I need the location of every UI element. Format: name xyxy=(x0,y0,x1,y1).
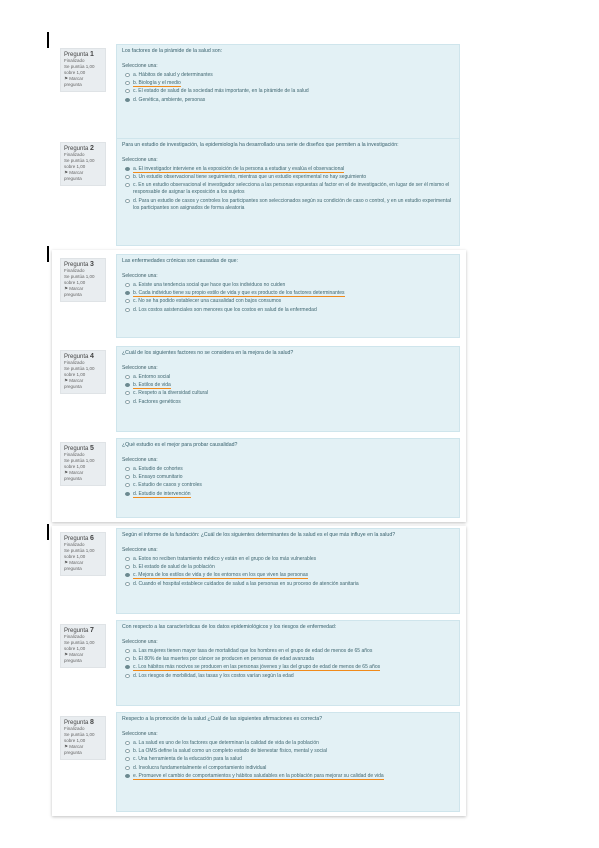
answer-option[interactable] xyxy=(122,198,454,212)
question-content xyxy=(116,346,460,432)
question-prefix: Pregunta xyxy=(64,446,91,452)
radio-button[interactable] xyxy=(125,89,130,93)
answer-option[interactable] xyxy=(122,382,454,389)
question-text: ¿Cuál de los siguientes factores no se considera en la mejora de la salud? xyxy=(122,350,294,356)
flag-label: Marcar pregunta xyxy=(64,170,84,181)
radio-button[interactable] xyxy=(125,400,130,404)
answer-option[interactable] xyxy=(122,491,454,498)
answer-option[interactable] xyxy=(122,581,454,588)
radio-button[interactable] xyxy=(125,573,130,577)
answer-option-label xyxy=(133,564,454,571)
question-status: Finalizado xyxy=(64,634,85,639)
answer-option[interactable] xyxy=(122,399,454,406)
answer-text: c. El estado de salud de la sociedad más importante, en la pirámide de la salud xyxy=(133,88,309,95)
answer-text: a. Existe una tendencia social que hace que los individuos no cuiden xyxy=(133,282,286,288)
answer-option-label xyxy=(133,290,454,297)
radio-button[interactable] xyxy=(125,391,130,395)
question-text: Respecto a la promoción de la salud ¿Cuál de las siguientes afirmaciones es correcta? xyxy=(122,716,323,722)
flag-question-link[interactable] xyxy=(64,170,102,182)
answer-option[interactable] xyxy=(122,673,454,680)
select-one-prompt: Seleccione una: xyxy=(122,63,158,69)
question-info-box xyxy=(60,532,106,576)
answer-option[interactable] xyxy=(122,290,454,297)
answer-option[interactable] xyxy=(122,466,454,473)
answer-option-label xyxy=(133,656,454,663)
radio-button[interactable] xyxy=(125,73,130,77)
answer-option[interactable] xyxy=(122,282,454,289)
answer-text: c. En un estudio observacional el investigador selecciona a las personas expuestas al factor en el de investigación, en lugar de ser él mismo el responsable de asignar la exposición a los sujetos xyxy=(133,182,450,196)
answer-option-label xyxy=(133,748,454,755)
question-score: Se puntúa 1,00 sobre 1,00 xyxy=(64,548,95,559)
radio-button[interactable] xyxy=(125,383,130,387)
flag-icon: ⚑ xyxy=(64,652,70,657)
select-one-prompt: Seleccione una: xyxy=(122,273,158,279)
question-number-value: 6 xyxy=(90,535,94,542)
answer-option[interactable] xyxy=(122,80,454,87)
answer-option[interactable] xyxy=(122,740,454,747)
radio-button[interactable] xyxy=(125,741,130,745)
question-prefix: Pregunta xyxy=(64,262,91,268)
answer-text: d. Factores genéticos xyxy=(133,398,181,405)
question-block xyxy=(60,346,460,432)
screenshot-panel-2 xyxy=(52,250,466,522)
radio-button[interactable] xyxy=(125,308,130,312)
answer-text: c. Estudio de casos y controles xyxy=(133,482,202,489)
answer-option[interactable] xyxy=(122,572,454,579)
answer-text: a. La salud es uno de los factores que determinan la calidad de vida de la población xyxy=(133,740,319,746)
radio-button[interactable] xyxy=(125,98,130,102)
question-score: Se puntúa 1,00 sobre 1,00 xyxy=(64,366,95,377)
question-score: Se puntúa 1,00 sobre 1,00 xyxy=(64,274,95,285)
left-edge-marker xyxy=(47,246,49,262)
radio-button[interactable] xyxy=(125,582,130,586)
question-content xyxy=(116,254,460,338)
radio-button[interactable] xyxy=(125,183,130,187)
radio-button[interactable] xyxy=(125,199,130,203)
answer-option-label xyxy=(133,482,454,489)
radio-button[interactable] xyxy=(125,283,130,287)
question-prefix: Pregunta xyxy=(64,720,91,726)
question-prefix: Pregunta xyxy=(64,146,91,152)
answer-option[interactable] xyxy=(122,648,454,655)
answer-text: e. Promueve el cambio de comportamientos y hábitos saludables en la población para mejorar su calidad de vida xyxy=(133,772,384,779)
question-block xyxy=(60,620,460,706)
question-content xyxy=(116,712,460,812)
answer-option-label xyxy=(133,282,454,289)
answer-option-label xyxy=(133,765,454,772)
screenshot-panel-3 xyxy=(52,526,466,816)
answer-text: d. Para un estudio de casos y controles los participantes son seleccionados según su condición de caso o control, y en un estudio experimental los participantes son asignados de forma aleatoria xyxy=(133,197,451,211)
flag-question-link[interactable] xyxy=(64,286,102,298)
answer-text: d. Cuando el hospital establece cuidados de salud a las personas en su proceso de atención sanitaria xyxy=(133,580,359,587)
flag-label: Marcar pregunta xyxy=(64,470,84,481)
question-content xyxy=(116,438,460,518)
answer-text: a. Las mujeres tienen mayor tasa de mortalidad que los hombres en el grupo de edad de menos de 65 años xyxy=(133,648,373,654)
answer-text: a. Entorno social xyxy=(133,374,171,380)
answer-option-label xyxy=(133,198,454,212)
answer-text: a. Hábitos de salud y determinantes xyxy=(133,72,213,78)
question-status: Finalizado xyxy=(64,152,85,157)
question-prefix: Pregunta xyxy=(64,52,91,58)
left-edge-marker xyxy=(47,32,49,48)
answer-option[interactable] xyxy=(122,556,454,563)
radio-button[interactable] xyxy=(125,657,130,661)
radio-button[interactable] xyxy=(125,475,130,479)
question-status: Finalizado xyxy=(64,58,85,63)
question-content xyxy=(116,528,460,614)
answer-text: b. La OMS define la salud como un completo estado de bienestar físico, mental y social xyxy=(133,748,327,755)
answer-option[interactable] xyxy=(122,182,454,196)
answer-option-label xyxy=(133,72,454,79)
radio-button[interactable] xyxy=(125,757,130,761)
question-info-box xyxy=(60,258,106,302)
answer-option-label xyxy=(133,399,454,406)
radio-button[interactable] xyxy=(125,649,130,653)
question-text: Con respecto a las características de los datos epidemiológicos y los riesgos de enfermedad: xyxy=(122,624,337,630)
question-score: Se puntúa 1,00 sobre 1,00 xyxy=(64,458,95,469)
question-score: Se puntúa 1,00 sobre 1,00 xyxy=(64,732,95,743)
question-info-box xyxy=(60,442,106,486)
answer-text: b. Ensayo comunitario xyxy=(133,474,183,481)
select-one-prompt: Seleccione una: xyxy=(122,157,158,163)
answer-text: d. Los riesgos de morbilidad, las tasas y los costos varían según la edad xyxy=(133,672,294,679)
answer-text: b. Cada individuo tiene su propio estilo de vida y que es producto de los factores determinantes xyxy=(133,290,345,297)
question-content xyxy=(116,620,460,706)
flag-label: Marcar pregunta xyxy=(64,286,84,297)
question-info-box xyxy=(60,142,106,186)
answer-text: d. Los costos asistenciales son menores que los costos en salud de la enfermedad xyxy=(133,306,317,313)
answer-option-label xyxy=(133,466,454,473)
answer-text: c. No se ha podido establecer una causalidad con bajos consumos xyxy=(133,298,282,305)
answer-text: a. Estos no reciben tratamiento médico y están en el grupo de los más vulnerables xyxy=(133,556,317,562)
question-number-value: 7 xyxy=(90,627,94,634)
flag-label: Marcar pregunta xyxy=(64,652,84,663)
answer-text: c. Los hábitos más nocivos se producen en las personas jóvenes y las del grupo de edad de menos de 65 años xyxy=(133,664,381,671)
answer-option[interactable] xyxy=(122,756,454,763)
answer-option-label xyxy=(133,298,454,305)
answer-option-label xyxy=(133,97,454,104)
flag-label: Marcar pregunta xyxy=(64,76,84,87)
left-edge-marker xyxy=(47,524,49,540)
answer-option[interactable] xyxy=(122,72,454,79)
answer-option[interactable] xyxy=(122,88,454,95)
flag-icon: ⚑ xyxy=(64,286,70,291)
question-number-value: 8 xyxy=(90,719,94,726)
answer-text: b. Biología y el medio xyxy=(133,80,181,87)
radio-button[interactable] xyxy=(125,467,130,471)
answer-option-label xyxy=(133,174,454,181)
answer-option-label xyxy=(133,556,454,563)
flag-icon: ⚑ xyxy=(64,470,70,475)
question-info-box xyxy=(60,350,106,394)
answer-option[interactable] xyxy=(122,474,454,481)
answer-option[interactable] xyxy=(122,174,454,181)
answer-option[interactable] xyxy=(122,765,454,772)
select-one-prompt: Seleccione una: xyxy=(122,731,158,737)
flag-question-link[interactable] xyxy=(64,652,102,664)
flag-question-link[interactable] xyxy=(64,76,102,88)
flag-label: Marcar pregunta xyxy=(64,378,84,389)
answer-text: a. Estudio de cohortes xyxy=(133,466,183,472)
select-one-prompt: Seleccione una: xyxy=(122,457,158,463)
answer-option-label xyxy=(133,182,454,196)
question-block xyxy=(60,438,460,518)
answer-option[interactable] xyxy=(122,482,454,489)
answer-option[interactable] xyxy=(122,748,454,755)
question-block xyxy=(60,528,460,614)
answer-text: b. El 80% de las muertes por cáncer se producen en personas de edad avanzada xyxy=(133,656,314,663)
radio-button[interactable] xyxy=(125,749,130,753)
question-number-value: 4 xyxy=(90,353,94,360)
answer-option-label xyxy=(133,374,454,381)
answer-text: a. El investigador interviene en la exposición de la persona a estudiar y evalúa el observacional xyxy=(133,166,345,172)
answer-option[interactable] xyxy=(122,656,454,663)
answer-option-label xyxy=(133,648,454,655)
answer-option-label xyxy=(133,474,454,481)
select-one-prompt: Seleccione una: xyxy=(122,547,158,553)
answer-option[interactable] xyxy=(122,307,454,314)
question-block xyxy=(60,44,460,142)
answer-text: d. Involucra fundamentalmente el comportamiento individual xyxy=(133,764,267,771)
radio-button[interactable] xyxy=(125,492,130,496)
question-score: Se puntúa 1,00 sobre 1,00 xyxy=(64,158,95,169)
select-one-prompt: Seleccione una: xyxy=(122,639,158,645)
radio-button[interactable] xyxy=(125,299,130,303)
flag-icon: ⚑ xyxy=(64,76,70,81)
flag-icon: ⚑ xyxy=(64,170,70,175)
question-text: Para un estudio de investigación, la epidemiología ha desarrollado una serie de diseños que permiten a la investigación: xyxy=(122,142,399,148)
answer-option-label xyxy=(133,572,454,579)
answer-option[interactable] xyxy=(122,564,454,571)
flag-label: Marcar pregunta xyxy=(64,560,84,571)
answer-option[interactable] xyxy=(122,374,454,381)
question-block xyxy=(60,712,460,812)
flag-label: Marcar pregunta xyxy=(64,744,84,755)
radio-button[interactable] xyxy=(125,565,130,569)
question-number-value: 5 xyxy=(90,445,94,452)
radio-button[interactable] xyxy=(125,665,130,669)
answer-text: c. Mejora de los estilos de vida y de los entornos en los que viven las personas xyxy=(133,572,309,579)
question-status: Finalizado xyxy=(64,268,85,273)
question-info-box xyxy=(60,624,106,668)
radio-button[interactable] xyxy=(125,674,130,678)
answer-option-label xyxy=(133,740,454,747)
radio-button[interactable] xyxy=(125,291,130,295)
answer-text: b. El estado de salud de la población xyxy=(133,564,215,571)
answer-option-label xyxy=(133,581,454,588)
question-block xyxy=(60,254,460,338)
question-score: Se puntúa 1,00 sobre 1,00 xyxy=(64,64,95,75)
question-content xyxy=(116,138,460,246)
answer-option[interactable] xyxy=(122,664,454,671)
answer-text: c. Respeto a la diversidad cultural xyxy=(133,390,209,397)
question-status: Finalizado xyxy=(64,542,85,547)
answer-option-label xyxy=(133,491,454,498)
answer-text: b. Un estudio observacional tiene seguimiento, mientras que un estudio experimental no hay seguimiento xyxy=(133,174,367,181)
answer-option-label xyxy=(133,80,454,87)
select-one-prompt: Seleccione una: xyxy=(122,365,158,371)
flag-question-link[interactable] xyxy=(64,378,102,390)
answer-option[interactable] xyxy=(122,97,454,104)
question-content xyxy=(116,44,460,142)
question-prefix: Pregunta xyxy=(64,536,91,542)
radio-button[interactable] xyxy=(125,375,130,379)
flag-question-link[interactable] xyxy=(64,560,102,572)
flag-icon: ⚑ xyxy=(64,744,70,749)
question-score: Se puntúa 1,00 sobre 1,00 xyxy=(64,640,95,651)
question-prefix: Pregunta xyxy=(64,628,91,634)
answer-option-label xyxy=(133,664,454,671)
question-info-box xyxy=(60,716,106,760)
radio-button[interactable] xyxy=(125,766,130,770)
answer-option-label xyxy=(133,88,454,95)
answer-option-label xyxy=(133,773,454,780)
radio-button[interactable] xyxy=(125,483,130,487)
question-info-box xyxy=(60,48,106,92)
radio-button[interactable] xyxy=(125,175,130,179)
answer-option-label xyxy=(133,390,454,397)
radio-button[interactable] xyxy=(125,81,130,85)
question-status: Finalizado xyxy=(64,726,85,731)
answer-option-label xyxy=(133,307,454,314)
screenshot-panel-1 xyxy=(52,38,466,248)
question-number-value: 3 xyxy=(90,261,94,268)
answer-option-label xyxy=(133,382,454,389)
flag-question-link[interactable] xyxy=(64,470,102,482)
answer-text: d. Estudio de intervención xyxy=(133,490,191,497)
flag-icon: ⚑ xyxy=(64,378,70,383)
question-block xyxy=(60,138,460,246)
question-text: Los factores de la pirámide de la salud son: xyxy=(122,48,223,54)
answer-option[interactable] xyxy=(122,166,454,173)
question-status: Finalizado xyxy=(64,452,85,457)
answer-text: c. Una herramienta de la educación para la salud xyxy=(133,756,242,763)
question-prefix: Pregunta xyxy=(64,354,91,360)
answer-option-label xyxy=(133,756,454,763)
answer-option-label xyxy=(133,673,454,680)
answer-option[interactable] xyxy=(122,773,454,780)
answer-option[interactable] xyxy=(122,390,454,397)
radio-button[interactable] xyxy=(125,774,130,778)
question-text: Las enfermedades crónicas son causadas de que: xyxy=(122,258,238,264)
question-text: ¿Qué estudio es el mejor para probar causalidad? xyxy=(122,442,238,448)
answer-text: b. Estilos de vida xyxy=(133,382,171,389)
radio-button[interactable] xyxy=(125,167,130,171)
question-number-value: 2 xyxy=(90,145,94,152)
question-text: Según el informe de la fundación: ¿Cuál de los siguientes determinantes de la salud es el que más influye en la salud? xyxy=(122,532,396,538)
question-number-value: 1 xyxy=(90,51,94,58)
flag-question-link[interactable] xyxy=(64,744,102,756)
answer-text: d. Genética, ambiente, personas xyxy=(133,96,206,103)
answer-option[interactable] xyxy=(122,298,454,305)
radio-button[interactable] xyxy=(125,557,130,561)
flag-icon: ⚑ xyxy=(64,560,70,565)
question-status: Finalizado xyxy=(64,360,85,365)
answer-option-label xyxy=(133,166,454,173)
